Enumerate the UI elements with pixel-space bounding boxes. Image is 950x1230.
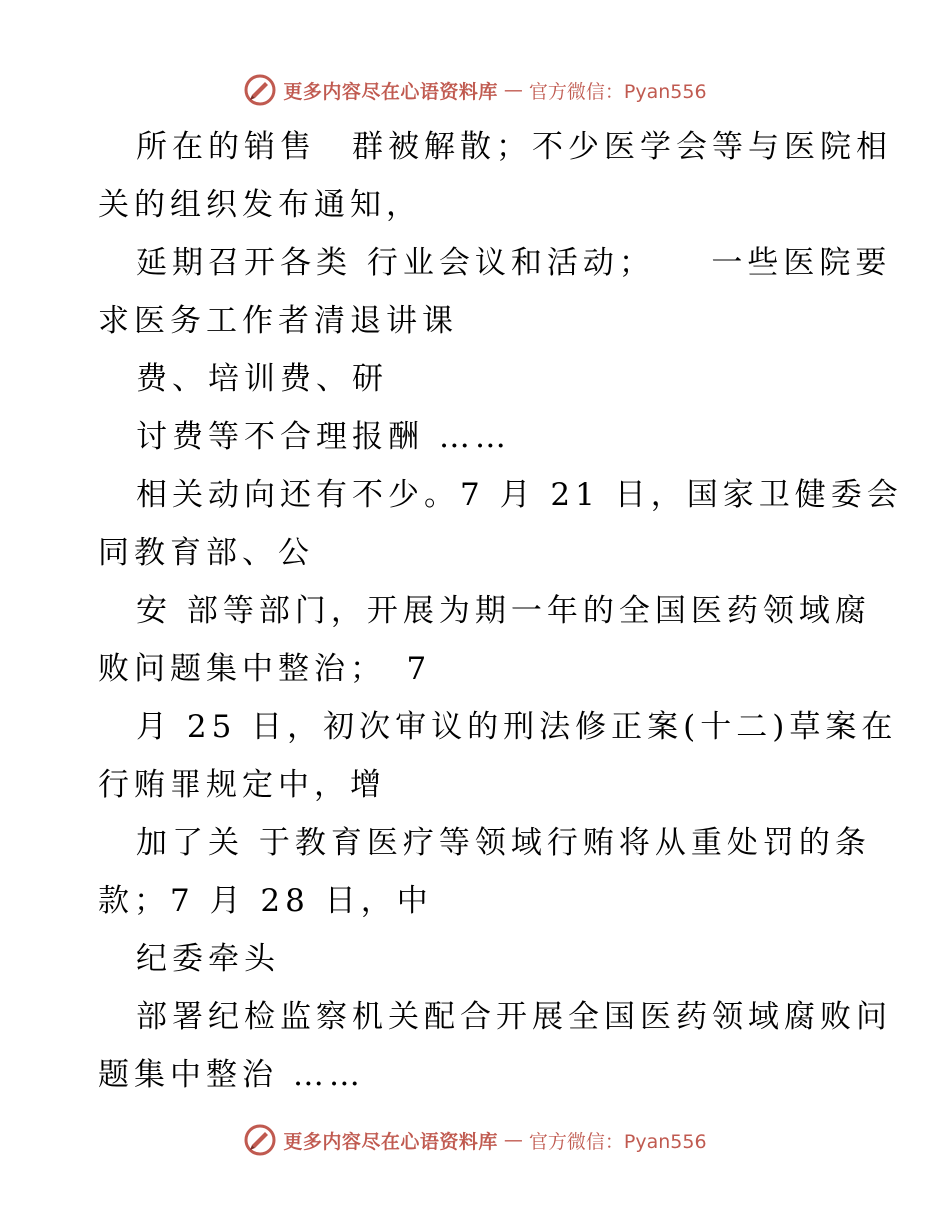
paragraph-line: 关的组织发布通知， bbox=[98, 187, 422, 223]
paragraph-line: 加了关 于教育医疗等领域行贿将从重处罚的条 bbox=[136, 825, 871, 861]
paragraph bbox=[98, 466, 903, 582]
paragraph-line: 月 25 日，初次审议的刑法修正案(十二)草案在 bbox=[136, 709, 898, 745]
paragraph bbox=[98, 234, 892, 350]
paragraph-line: 败问题集中整治； 7 bbox=[98, 651, 432, 687]
paragraph-line: 安 部等部门，开展为期一年的全国医药领域腐 bbox=[136, 593, 871, 629]
paragraph-line: 相关动向还有不少。7 月 21 日，国家卫健委会 bbox=[136, 477, 903, 513]
paragraph-line: 讨费等不合理报酬 …… bbox=[136, 419, 511, 455]
watermark-separator: — bbox=[503, 1129, 523, 1151]
paragraph bbox=[98, 408, 858, 466]
paragraph-line: 行贿罪规定中，增 bbox=[98, 767, 386, 803]
watermark-brand-text: 更多内容尽在心语资料库 bbox=[283, 80, 498, 103]
paragraph bbox=[98, 988, 892, 1104]
paragraph-line: 所在的销售 群被解散；不少医学会等与医院相 bbox=[136, 129, 892, 165]
paragraph-line: 延期召开各类 行业会议和活动； 一些医院要 bbox=[136, 245, 892, 281]
paragraph bbox=[98, 582, 871, 698]
paragraph-line: 款；7 月 28 日，中 bbox=[98, 883, 433, 919]
paragraph bbox=[98, 350, 858, 408]
watermark-brand-text: 更多内容尽在心语资料库 bbox=[283, 1130, 498, 1153]
paragraph-line: 部署纪检监察机关配合开展全国医药领域腐败问 bbox=[136, 999, 892, 1035]
paragraph bbox=[98, 698, 898, 814]
paragraph-line: 题集中整治 …… bbox=[98, 1057, 365, 1093]
watermark-footer bbox=[0, 1120, 950, 1160]
brand-logo-icon bbox=[243, 73, 277, 107]
watermark-separator: — bbox=[503, 79, 523, 101]
watermark-contact-text: 官方微信：Pyan556 bbox=[528, 1130, 707, 1153]
document-body bbox=[98, 118, 903, 1104]
paragraph-line: 纪委牵头 bbox=[136, 941, 280, 977]
brand-logo-icon bbox=[243, 1123, 277, 1157]
paragraph-line: 同教育部、公 bbox=[98, 535, 314, 571]
watermark-header bbox=[0, 70, 950, 110]
watermark-contact-text: 官方微信：Pyan556 bbox=[528, 80, 707, 103]
paragraph bbox=[98, 930, 858, 988]
paragraph bbox=[98, 118, 892, 234]
paragraph bbox=[98, 814, 871, 930]
paragraph-line: 费、培训费、研 bbox=[136, 361, 388, 397]
paragraph-line: 求医务工作者清退讲课 bbox=[98, 303, 458, 339]
